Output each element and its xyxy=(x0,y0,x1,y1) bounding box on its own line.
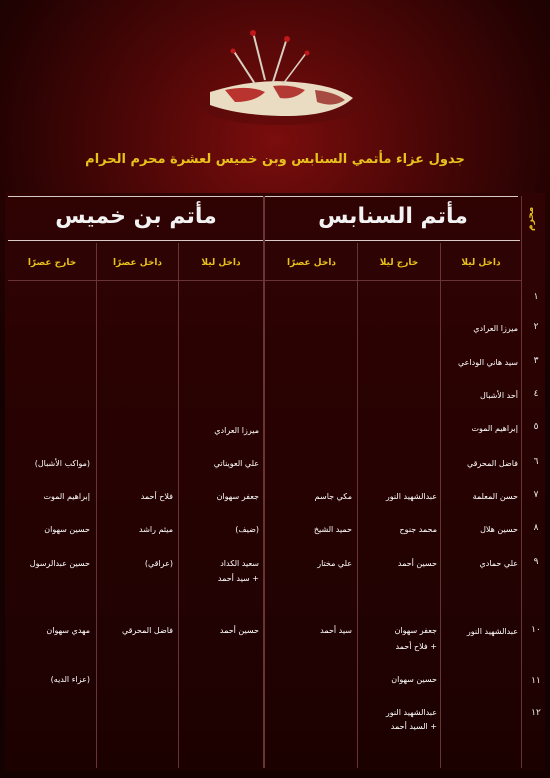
row-number: ١ xyxy=(533,292,539,302)
num-column-divider xyxy=(521,196,522,768)
cell-sanabis-inside-afternoon: حميد الشيخ xyxy=(313,525,352,534)
cell-sanabis-inside-afternoon: مكي جاسم xyxy=(314,492,352,501)
cell-sanabis-outside-night: عبدالشهيد النور xyxy=(385,708,437,717)
cell-sanabis-outside-night-extra: + فلاح أحمد xyxy=(395,642,437,651)
cell-sanabis-inside-night: حسين هلال xyxy=(480,525,518,534)
cell-binkhamis-outside-afternoon: مهدي سهوان xyxy=(46,626,90,635)
cell-sanabis-inside-night: إبراهيم الموت xyxy=(471,424,518,433)
cell-sanabis-inside-night: سيد هاني الوداعي xyxy=(458,358,518,367)
cell-sanabis-inside-night: حسن المعلمة xyxy=(472,492,518,501)
row-number: ٤ xyxy=(533,389,539,399)
row-number: ٢ xyxy=(533,322,539,332)
cell-binkhamis-outside-afternoon: (عزاء الديه) xyxy=(50,675,90,684)
row-number: ١٠ xyxy=(531,625,541,635)
cell-sanabis-outside-night: محمد جنوح xyxy=(399,525,437,534)
row-number: ٣ xyxy=(533,356,539,366)
cell-binkhamis-inside-afternoon: فلاح أحمد xyxy=(140,492,173,501)
col-header-sanabis-inside-afternoon: داخل عصرًا xyxy=(286,258,337,268)
col-header-binkhamis-inside-night: داخل ليلا xyxy=(201,258,241,268)
cell-binkhamis-inside-night: حسين أحمد xyxy=(219,626,259,635)
row-number: ٩ xyxy=(533,557,539,567)
cell-sanabis-outside-night: حسين أحمد xyxy=(397,559,437,568)
cell-binkhamis-inside-night: ميرزا العرادي xyxy=(214,426,259,435)
cell-sanabis-inside-night: أحد الأشبال xyxy=(479,391,518,400)
cell-sanabis-inside-night: علي حمادي xyxy=(479,559,518,568)
col-header-binkhamis-outside-afternoon: خارج عصرًا xyxy=(27,258,77,268)
column-header-line xyxy=(8,280,521,281)
col-divider xyxy=(178,243,179,768)
num-column-header: محرم xyxy=(526,206,536,232)
cell-sanabis-outside-night: حسين سهوان xyxy=(391,675,437,684)
col-divider xyxy=(440,243,441,768)
row-number: ٥ xyxy=(533,422,539,432)
cell-binkhamis-inside-night: علي العويناتي xyxy=(213,459,259,468)
col-header-sanabis-inside-night: داخل ليلا xyxy=(461,258,501,268)
cell-binkhamis-outside-afternoon: حسين سهوان xyxy=(44,525,90,534)
col-header-binkhamis-inside-afternoon: داخل عصرًا xyxy=(112,258,163,268)
cell-binkhamis-inside-afternoon: فاضل المحرقي xyxy=(121,626,173,635)
col-header-sanabis-outside-night: خارج ليلا xyxy=(379,258,419,268)
row-number: ٧ xyxy=(533,490,539,500)
row-number: ١١ xyxy=(531,676,541,686)
cell-sanabis-inside-night: عبدالشهيد النور xyxy=(466,627,518,636)
cell-binkhamis-inside-afternoon: ميثم راشد xyxy=(139,525,173,534)
row-number: ١٢ xyxy=(531,708,541,718)
row-number: ٨ xyxy=(533,523,539,533)
col-divider xyxy=(96,243,97,768)
cell-sanabis-inside-afternoon: سيد أحمد xyxy=(320,626,352,635)
cell-sanabis-inside-night: فاضل المحرقي xyxy=(466,459,518,468)
cell-sanabis-inside-afternoon: علي مختار xyxy=(317,559,352,568)
cell-binkhamis-inside-night: (ضيف) xyxy=(235,525,259,534)
cell-binkhamis-inside-night: جعفر سهوان xyxy=(216,492,259,501)
cell-binkhamis-inside-night: سعيد الكداد xyxy=(220,559,259,568)
block-divider xyxy=(263,196,265,768)
row-number: ٦ xyxy=(533,457,539,467)
block-title-sanabis: مأتم السنابس xyxy=(318,204,468,229)
martyr-shroud-illustration xyxy=(195,30,365,130)
cell-sanabis-outside-night-extra: + السيد أحمد xyxy=(390,722,437,731)
cell-sanabis-inside-night: ميرزا العرادي xyxy=(473,324,518,333)
cell-binkhamis-outside-afternoon: (مواكب الأشبال) xyxy=(34,459,90,468)
cell-binkhamis-inside-afternoon: (عراقي) xyxy=(144,559,173,568)
cell-sanabis-outside-night: جعفر سهوان xyxy=(394,626,437,635)
cell-binkhamis-inside-night-extra: + سيد أحمد xyxy=(217,574,259,583)
col-divider xyxy=(357,243,358,768)
cell-binkhamis-outside-afternoon: إبراهيم الموت xyxy=(43,492,90,501)
block-title-bin-khamis: مأتم بن خميس xyxy=(55,204,217,229)
cell-sanabis-outside-night: عبدالشهيد النور xyxy=(385,492,437,501)
page-title: جدول عزاء مأتمي السنابس وبن خميس لعشرة محرم الحرام xyxy=(85,152,465,167)
cell-binkhamis-outside-afternoon: حسين عبدالرسول xyxy=(29,559,90,568)
